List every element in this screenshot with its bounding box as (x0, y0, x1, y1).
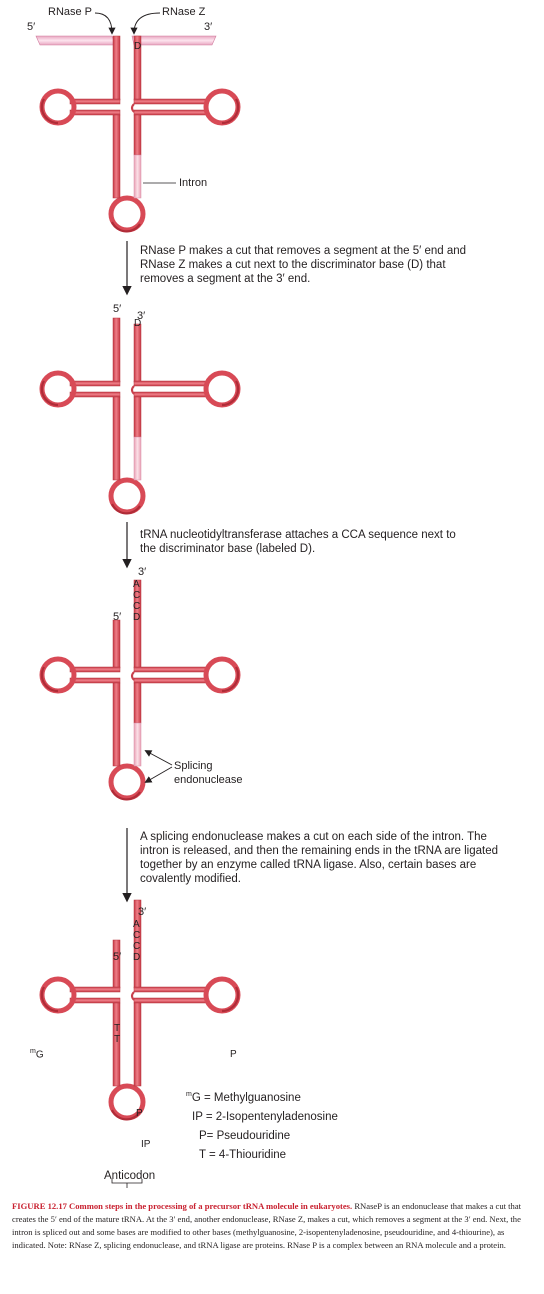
mg-base: G (35, 1049, 44, 1061)
legend-mg-superscript: m (186, 1091, 192, 1098)
step-3-description: A splicing endonuclease makes a cut on each side of the intron. The intron is released, and then the remaining ends in the tRNA are ligated together by an enzyme called tRNA ligase. Also, certain bases are covalently modified. (140, 831, 498, 885)
five-prime-label-4: 5′ (113, 951, 122, 963)
cca-a-4: A (133, 919, 140, 930)
three-prime-trailer (132, 36, 216, 45)
step-1-description: RNase P makes a cut that removes a segment at the 5′ end and RNase Z makes a cut next to the discriminator base (D) that removes a segment at the 3′ end. (140, 245, 467, 285)
three-prime-label-4: 3′ (138, 906, 147, 918)
three-prime-label-2: 3′ (137, 310, 146, 322)
caption-title: FIGURE 12.17 Common steps in the processing of a precursor tRNA molecule in eukaryotes. (12, 1201, 353, 1211)
intron-label: Intron (179, 177, 208, 189)
methylguanosine-label (30, 1045, 44, 1061)
endonuclease-label: endonuclease (174, 774, 243, 786)
five-prime-label: 5′ (27, 21, 36, 33)
anticodon-label: Anticodon (104, 1170, 156, 1182)
five-prime-leader (36, 36, 116, 45)
step-2-description: tRNA nucleotidyltransferase attaches a CCA sequence next to the discriminator base (labeled D). (140, 529, 456, 555)
three-prime-label-3: 3′ (138, 566, 147, 578)
legend-mg (186, 1085, 338, 1108)
legend-mg-text: G = Methylguanosine (191, 1091, 301, 1104)
cca-c1: C (133, 590, 141, 601)
rnase-z-label: RNase Z (162, 6, 206, 18)
legend-p: P= Pseudouridine (199, 1129, 291, 1142)
pseudouridine-anticodon: P (136, 1108, 143, 1119)
five-prime-label-3: 5′ (113, 611, 122, 623)
rnase-p-label: RNase P (48, 6, 93, 18)
trimmed-trna (42, 318, 238, 513)
rnase-p-arrow (95, 13, 112, 33)
discriminator-base-label-4: D (133, 952, 141, 963)
cca-a: A (133, 579, 140, 590)
splicing-label: Splicing (174, 760, 213, 772)
discriminator-base-label-3: D (133, 612, 141, 623)
isopentenyladenosine-label: IP (141, 1139, 151, 1150)
acceptor-stem-5 (113, 36, 120, 100)
thiouridine-t2: T (114, 1034, 121, 1045)
legend-t: T = 4-Thiouridine (199, 1148, 287, 1161)
modification-legend (186, 1085, 338, 1165)
caption-body: RNaseP is an endonuclease that makes a cut that creates the 5′ end of the mature tRNA. At the 3′ end, another endonuclease, RNase Z, makes a cut, which removes a segment at the 3′ end. Next, the intron is spliced out and some bases are modified to other bases (methylguanosine, 2-isopentenyladenosine, pseudouridine, and 4-thiourine), as indicated. Note: RNase Z, splicing endonuclease, and tRNA ligase are proteins. RNase P is a complex between an RNA molecule and a protein. (12, 1201, 522, 1250)
splicing-arrow-top (146, 751, 172, 765)
three-prime-label: 3′ (204, 21, 213, 33)
thiouridine-t1: T (114, 1023, 121, 1034)
discriminator-base-label: D (134, 41, 142, 52)
five-prime-label-2: 5′ (113, 303, 122, 315)
pseudouridine-tloop: P (230, 1049, 237, 1060)
rnase-z-arrow (134, 13, 160, 33)
cca-c1-4: C (133, 930, 141, 941)
mg-superscript: m (30, 1048, 36, 1055)
intron-segment (134, 155, 141, 198)
splicing-arrow-bottom (146, 767, 172, 782)
figure-caption (12, 1200, 532, 1252)
discriminator-base-label-2: D (134, 318, 142, 329)
cca-c2: C (133, 601, 141, 612)
cca-c2-4: C (133, 941, 141, 952)
legend-ip: IP = 2-Isopentenyladenosine (192, 1110, 338, 1123)
